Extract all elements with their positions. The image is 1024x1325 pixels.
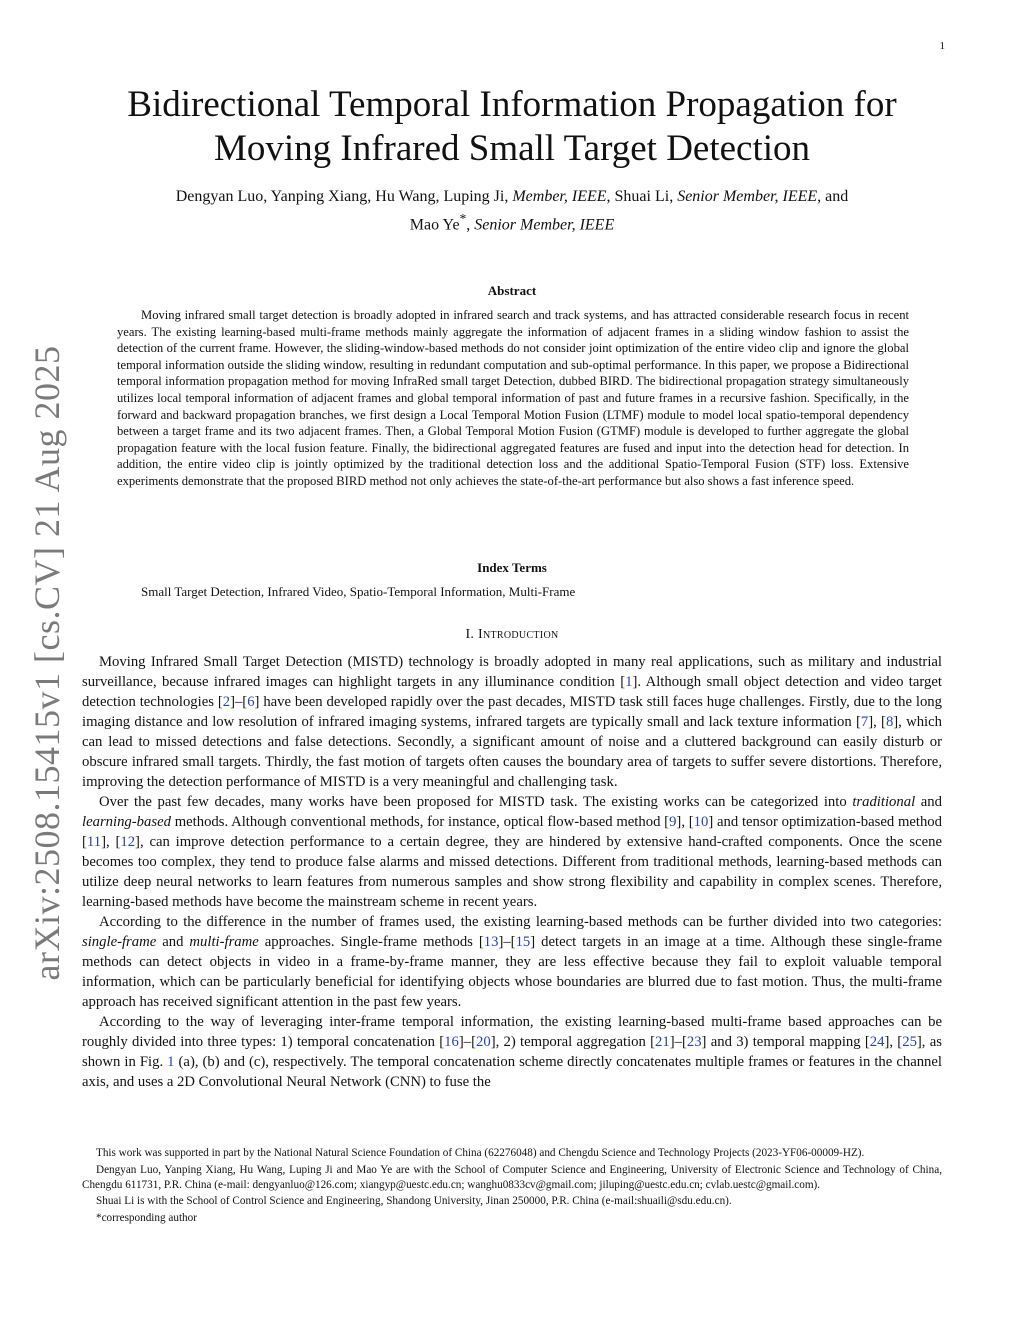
arxiv-identifier: arXiv:2508.15415v1 [cs.CV] 21 Aug 2025 [27, 345, 67, 981]
citation-link[interactable]: 16 [444, 1034, 459, 1050]
title-line-2: Moving Infrared Small Target Detection [213, 128, 811, 169]
author-list [90, 186, 934, 236]
page-number: 1 [939, 40, 945, 52]
citation-link[interactable]: 25 [902, 1034, 917, 1050]
footnote-corresponding-author: *corresponding author [96, 1212, 197, 1225]
author-role-3: Senior Member, IEEE [474, 216, 615, 234]
author-role-2: Senior Member, IEEE, [677, 188, 822, 205]
author-names-2: Shuai Li, [614, 188, 674, 205]
author-line-1: Dengyan Luo, Yanping Xiang, Hu Wang, Luping Ji, Member, IEEE, Shuai Li, Senior Member, IEEE, and [175, 188, 849, 205]
footnotes [82, 1146, 942, 1228]
title-line-1: Bidirectional Temporal Information Propagation for [127, 84, 897, 125]
author-role-1: Member, IEEE [512, 188, 607, 205]
citation-link[interactable]: 24 [869, 1034, 885, 1050]
section-heading-introduction: I. Introduction [465, 627, 559, 642]
citation-link[interactable]: 15 [515, 934, 531, 950]
introduction-body [82, 652, 942, 1092]
citation-link[interactable]: 13 [483, 934, 499, 950]
footnote-affiliation-uestc: Dengyan Luo, Yanping Xiang, Hu Wang, Luping Ji and Mao Ye are with the School of Computer Science and Engineering, University of Electronic Science and Technology of China, Chengdu 611731, P.R. China (e-mail: dengyanluo@126.com; xiangyp@uestc.edu.cn; wanghu0833cv@gmail.com; jiluping@uestc.edu.cn; cvlab.uestc@gmail.com). [82, 1163, 942, 1191]
citation-link[interactable]: 20 [476, 1034, 491, 1050]
paragraph-2: Over the past few decades, many works have been proposed for MISTD task. The existing works can be categorized into traditional and learning-based methods. Although conventional methods, for instance, optical flow-based method [9], [10] and tensor optimization-based method [11], [12], can improve detection performance to a certain degree, they are hindered by extensive hand-crafted components. Once the scene becomes too complex, they tend to produce false alarms and missed detections. Different from traditional methods, learning-based methods can utilize deep neural networks to learn features from numerous samples and show strong flexibility and capability in complex scenes. Therefore, learning-based methods have become the mainstream scheme in recent years. [82, 794, 942, 910]
corresponding-mark: * [459, 211, 467, 226]
citation-link[interactable]: 2 [222, 694, 231, 710]
citation-link[interactable]: 12 [120, 834, 136, 850]
citation-link[interactable]: 21 [655, 1034, 670, 1050]
author-names-3: Mao Ye [409, 216, 460, 234]
abstract-text: Moving infrared small target detection is broadly adopted in infrared search and track systems, and has attracted considerable research focus in recent years. The existing learning-based multi-frame methods mainly aggregate the information of adjacent frames in a sliding window fashion to assist the detection of the current frame. However, the sliding-window-based methods do not consider joint optimization of the entire video clip and ignore the global temporal information outside the sliding window, resulting in redundant computation and sub-optimal performance. In this paper, we propose a Bidirectional temporal information propagation method for moving InfraRed small target Detection, dubbed BIRD. The bidirectional propagation strategy simultaneously utilizes local temporal information of adjacent frames and global temporal information of past and future frames in a recursive fashion. Specifically, in the forward and backward propagation branches, we first design a Local Temporal Motion Fusion (LTMF) module to model local spatio-temporal dependency between a target frame and its two adjacent frames. Then, a Global Temporal Motion Fusion (GTMF) module is developed to further aggregate the global propagation feature with the local fusion feature. Finally, the bidirectional aggregated features are fused and input into the detection head for detection. In addition, the entire video clip is jointly optimized by the traditional detection loss and the additional Spatio-Temporal Fusion (STF) loss. Extensive experiments demonstrate that the proposed BIRD method not only achieves the state-of-the-art performance but also shows a fast inference speed. [117, 308, 909, 488]
citation-link[interactable]: 10 [693, 814, 709, 830]
citation-link[interactable]: 11 [86, 834, 102, 850]
paper-title [0, 83, 1024, 171]
paragraph-3: According to the difference in the number of frames used, the existing learning-based methods can be further divided into two categories: single-frame and multi-frame approaches. Single-frame methods [13]–[15] detect targets in an image at a time. Although these single-frame methods can detect objects in video in a frame-by-frame manner, they are less effective because they fail to exploit valuable temporal information, which can be particularly beneficial for identifying objects whose boundaries are blurred due to fast motion. Thus, the multi-frame approach has received significant attention in the past few years. [82, 914, 942, 1010]
paragraph-1: Moving Infrared Small Target Detection (MISTD) technology is broadly adopted in many real applications, such as military and industrial surveillance, because infrared images can highlight targets in any illuminance condition [1]. Although small object detection and video target detection technologies [2]–[6] have been developed rapidly over the past decades, MISTD task still faces huge challenges. Firstly, due to the long imaging distance and low resolution of infrared imaging systems, infrared targets are typically small and lack texture information [7], [8], which can lead to missed detections and false detections. Secondly, a significant amount of noise and a cluttered background can easily disturb or obscure infrared small targets. Thirdly, the fast motion of targets often causes the boundary area of targets to suffer severe distortions. Therefore, improving the detection performance of MISTD is a very meaningful and challenging task. [82, 654, 942, 790]
index-terms-text: Small Target Detection, Infrared Video, Spatio-Temporal Information, Multi-Frame [141, 584, 576, 599]
index-terms-heading: Index Terms [477, 560, 547, 575]
citation-link[interactable]: 6 [247, 694, 255, 710]
citation-link[interactable]: 23 [686, 1034, 702, 1050]
footnote-affiliation-sdu: Shuai Li is with the School of Control Science and Engineering, Shandong University, Jinan 250000, P.R. China (e-mail:shuaili@sdu.edu.cn). [96, 1195, 732, 1208]
author-names-1: Dengyan Luo, Yanping Xiang, Hu Wang, Luping Ji, [175, 188, 509, 205]
citation-link[interactable]: 8 [885, 714, 894, 730]
abstract-heading: Abstract [487, 283, 537, 298]
citation-link[interactable]: 9 [669, 814, 677, 830]
citation-link[interactable]: 1 [625, 674, 633, 690]
footnote-funding: This work was supported in part by the National Natural Science Foundation of China (62276048) and Chengdu Science and Technology Projects (2023-YF06-00009-HZ). [96, 1147, 865, 1159]
paragraph-4: According to the way of leveraging inter-frame temporal information, the existing learning-based multi-frame based approaches can be roughly divided into three types: 1) temporal concatenation [16]–[20], 2) temporal aggregation [21]–[23] and 3) temporal mapping [24], [25], as shown in Fig. 1 (a), (b) and (c), respectively. The temporal concatenation scheme directly concatenates multiple frames or features in the channel axis, and uses a 2D Convolutional Neural Network (CNN) to fuse the [82, 1014, 942, 1090]
citation-link[interactable]: 7 [860, 714, 869, 730]
figure-link[interactable]: 1 [167, 1054, 175, 1070]
author-line-2: Mao Ye*, Senior Member, IEEE [409, 211, 615, 234]
author-conj: and [825, 188, 849, 205]
